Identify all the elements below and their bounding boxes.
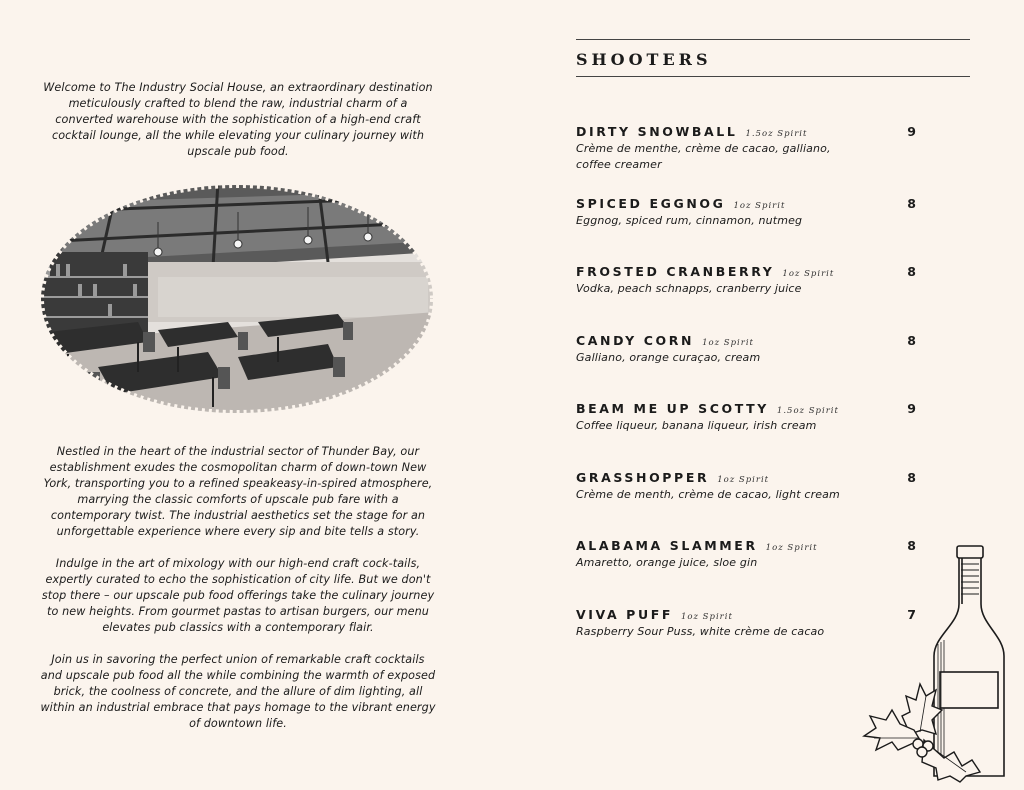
- item-spirit: 1oz Spirit: [680, 612, 733, 622]
- item-name: CANDY CORN: [576, 333, 695, 348]
- item-price: 8: [907, 333, 916, 348]
- item-price: 8: [907, 264, 916, 279]
- item-price: 8: [907, 470, 916, 485]
- menu-item: [576, 196, 916, 229]
- restaurant-interior-illustration: [38, 182, 436, 416]
- item-price: 7: [907, 607, 916, 622]
- item-name: DIRTY SNOWBALL: [576, 124, 738, 139]
- intro-text: Welcome to The Industry Social House, an extraordinary destination meticulously crafted to blend the raw, industrial charm of a converted warehouse with the sophistication of a high-end craft cocktail lounge, all the while elevating your culinary journey with upscale pub food.: [43, 81, 433, 158]
- item-price: 8: [907, 538, 916, 553]
- about-text: [40, 444, 436, 732]
- item-spirit: 1oz Spirit: [733, 201, 786, 211]
- menu-item: [576, 124, 916, 172]
- title-rule-bottom: [576, 76, 970, 77]
- item-description: Coffee liqueur, banana liqueur, irish cream: [576, 419, 817, 432]
- about-paragraph-1: Nestled in the heart of the industrial sector of Thunder Bay, our establishment exudes the cosmopolitan charm of down-town New York, transporting you to a refined speakeasy-in-spired atmosphere, marrying the classic comforts of upscale pub fare with a contemporary twist. The industrial aesthetics set the stage for an unforgettable experience where every sip and bite tells a story.: [43, 445, 433, 538]
- menu-item: [576, 470, 916, 503]
- intro-block: [40, 80, 436, 160]
- item-description: Raspberry Sour Puss, white crème de cacao: [576, 625, 825, 638]
- menu-item: [576, 264, 916, 297]
- item-description: Crème de menth, crème de cacao, light cream: [576, 488, 840, 501]
- item-name: ALABAMA SLAMMER: [576, 538, 758, 553]
- item-price: 9: [907, 124, 916, 139]
- title-rule-top: [576, 39, 970, 40]
- item-description: Galliano, orange curaçao, cream: [576, 351, 761, 364]
- bottle-holly-illustration: [862, 544, 1012, 784]
- item-name: SPICED EGGNOG: [576, 196, 726, 211]
- menu-item: [576, 401, 916, 434]
- about-paragraph-3: Join us in savoring the perfect union of remarkable craft cocktails and upscale pub food all the while combining the warmth of exposed brick, the coolness of concrete, and the allure of dim lighting, all within an industrial embrace that pays homage to the vibrant energy of downtown life.: [40, 653, 436, 730]
- about-paragraph-2: Indulge in the art of mixology with our high-end craft cock-tails, expertly curated to echo the sophistication of city life. But we don't stop there – our upscale pub food offerings take the culinary journey to new heights. From gourmet pastas to artisan burgers, our menu elevates pub classics with a contemporary flair.: [41, 557, 435, 634]
- item-spirit: 1oz Spirit: [717, 475, 770, 485]
- item-name: GRASSHOPPER: [576, 470, 710, 485]
- section-title: SHOOTERS: [576, 50, 712, 69]
- item-description: Vodka, peach schnapps, cranberry juice: [576, 282, 802, 295]
- item-description: Eggnog, spiced rum, cinnamon, nutmeg: [576, 214, 803, 227]
- item-description: Crème de menthe, crème de cacao, galliano, coffee creamer: [576, 142, 831, 171]
- item-spirit: 1oz Spirit: [765, 543, 818, 553]
- item-price: 9: [907, 401, 916, 416]
- item-name: FROSTED CRANBERRY: [576, 264, 775, 279]
- item-price: 8: [907, 196, 916, 211]
- item-spirit: 1.5oz Spirit: [745, 129, 808, 139]
- item-spirit: 1oz Spirit: [702, 338, 754, 348]
- item-name: VIVA PUFF: [576, 607, 673, 622]
- item-spirit: 1.5oz Spirit: [776, 406, 839, 416]
- menu-item: [576, 333, 916, 366]
- item-name: BEAM ME UP SCOTTY: [576, 401, 769, 416]
- item-description: Amaretto, orange juice, sloe gin: [576, 556, 758, 569]
- item-spirit: 1oz Spirit: [782, 269, 835, 279]
